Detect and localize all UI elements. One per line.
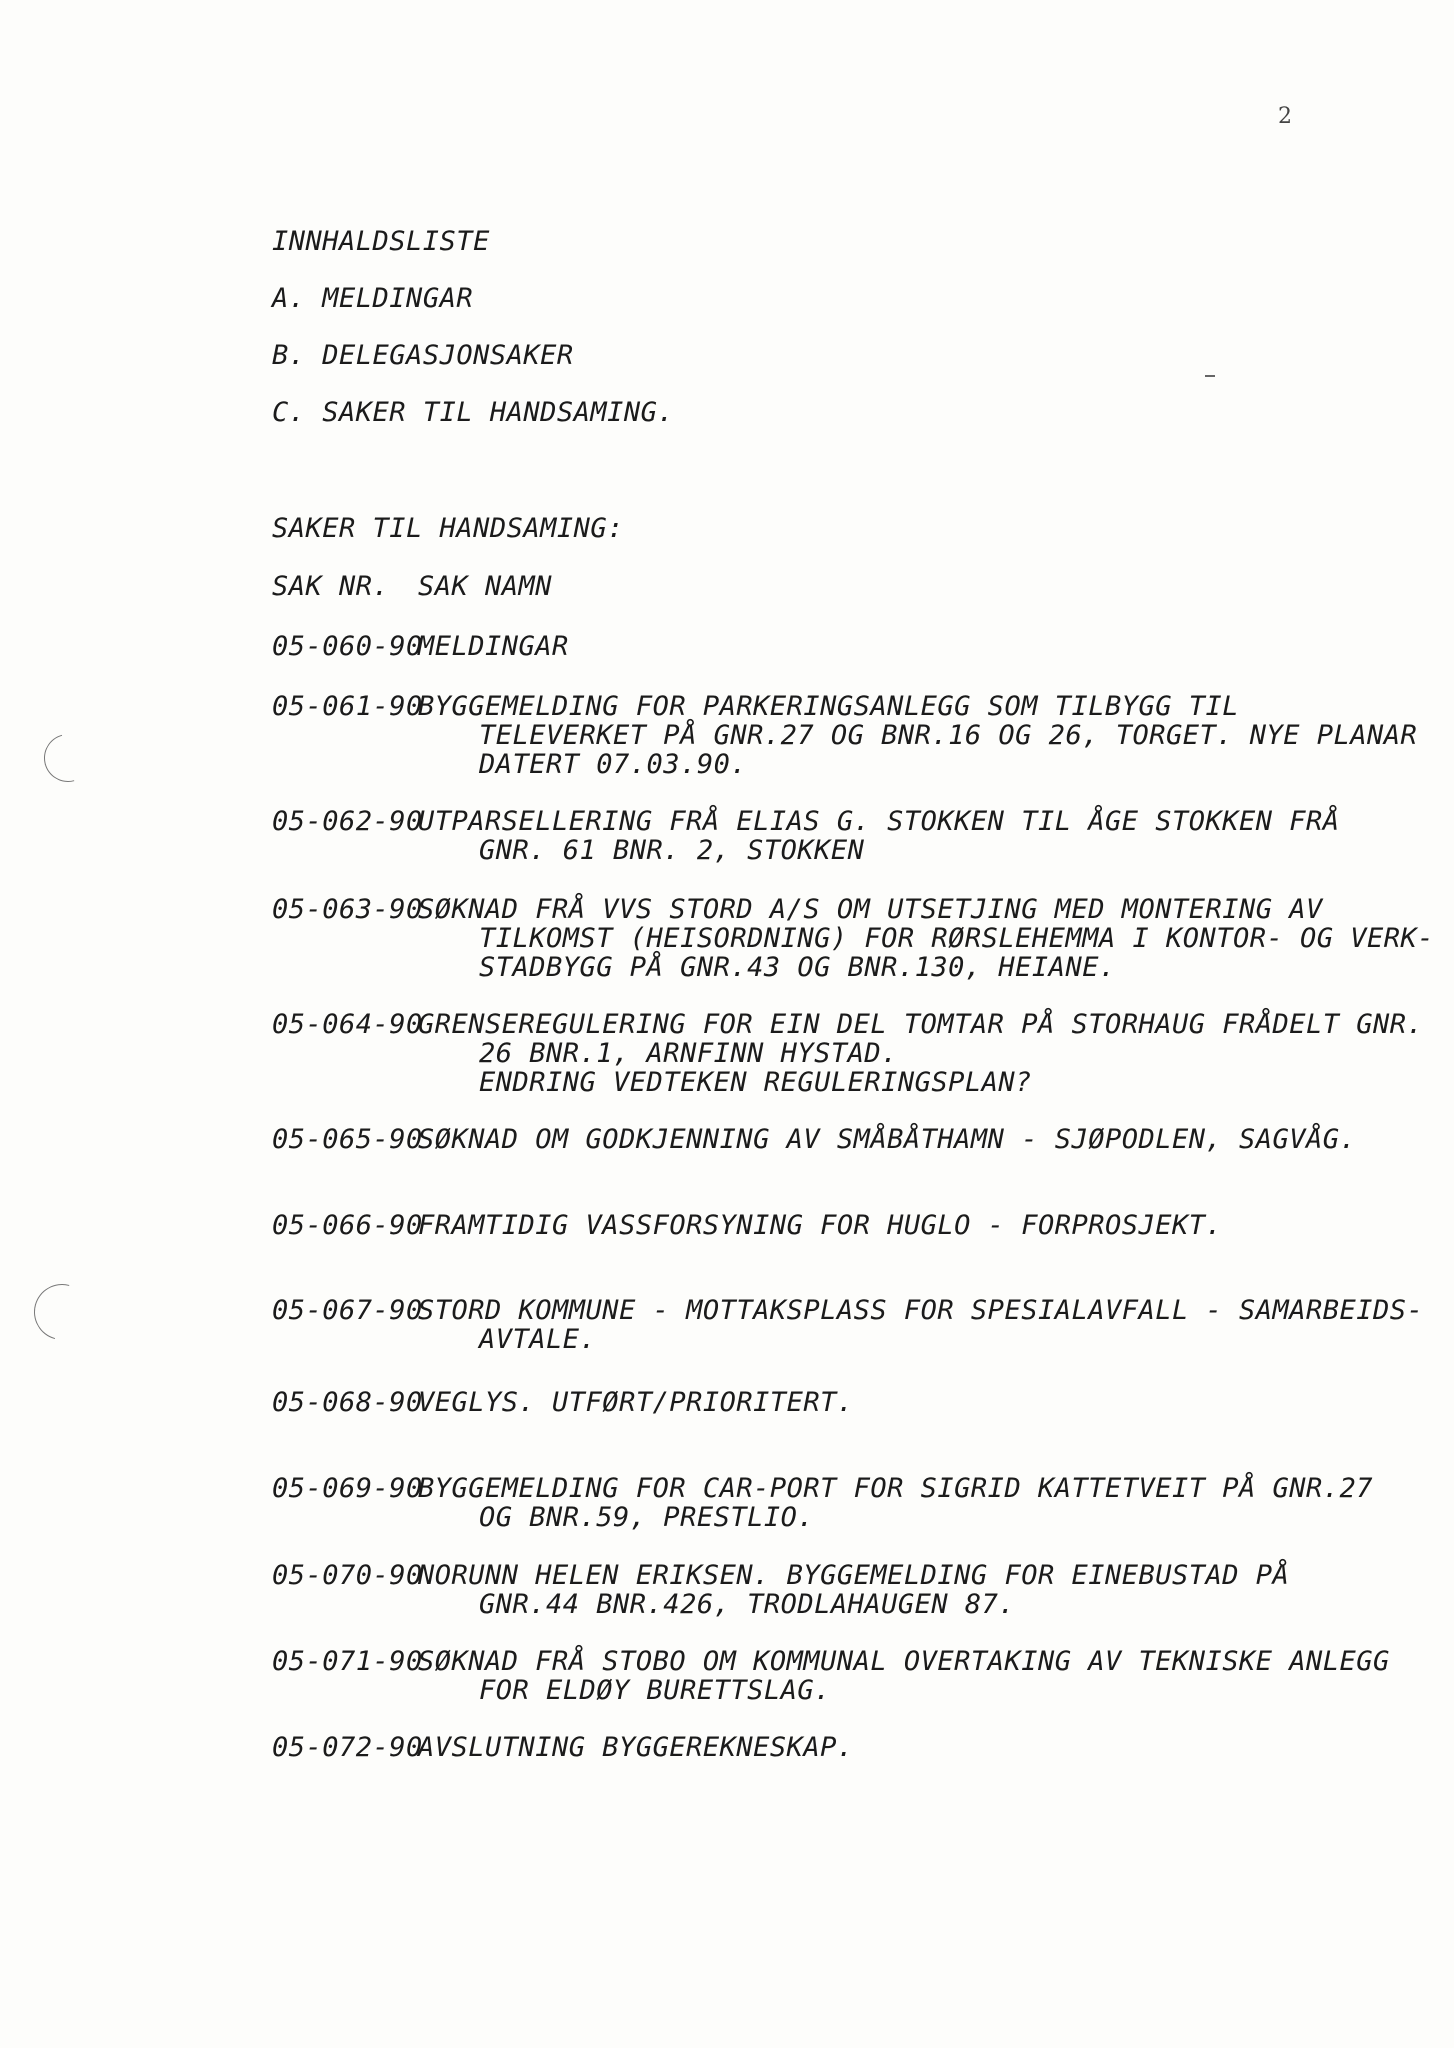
column-header-name: SAK NAMN <box>418 571 553 602</box>
case-text-line: FRAMTIDIG VASSFORSYNING FOR HUGLO - FORPROSJEKT. <box>418 1210 1223 1241</box>
case-text-line: STORD KOMMUNE - MOTTAKSPLASS FOR SPESIALAVFALL - SAMARBEIDS- <box>418 1295 1424 1326</box>
case-number: 05-060-90 <box>272 631 423 662</box>
case-number: 05-067-90 <box>272 1295 423 1326</box>
case-text-line: SØKNAD OM GODKJENNING AV SMÅBÅTHAMN - SJØPODLEN, SAGVÅG. <box>418 1124 1357 1155</box>
toc-item-letter: C. <box>272 397 306 428</box>
section-heading: SAKER TIL HANDSAMING: <box>272 513 624 544</box>
case-number: 05-061-90 <box>272 691 423 722</box>
case-text-line: FOR ELDØY BURETTSLAG. <box>479 1675 831 1706</box>
case-number: 05-069-90 <box>272 1473 423 1504</box>
toc-item-a <box>272 283 473 314</box>
case-text-line: AVTALE. <box>479 1324 597 1355</box>
toc-item-label: MELDINGAR <box>322 283 474 314</box>
case-text-line: DATERT 07.03.90. <box>479 749 748 780</box>
case-text-line: UTPARSELLERING FRÅ ELIAS G. STOKKEN TIL ÅGE STOKKEN FRÅ <box>418 806 1340 837</box>
case-number: 05-063-90 <box>272 894 423 925</box>
case-number: 05-064-90 <box>272 1009 423 1040</box>
case-text-line: TELEVERKET PÅ GNR.27 OG BNR.16 OG 26, TORGET. NYE PLANAR <box>479 720 1418 751</box>
case-text-line: ENDRING VEDTEKEN REGULERINGSPLAN? <box>479 1067 1032 1098</box>
case-text-line: STADBYGG PÅ GNR.43 OG BNR.130, HEIANE. <box>479 952 1116 983</box>
case-text-line: GNR.44 BNR.426, TRODLAHAUGEN 87. <box>479 1589 1016 1620</box>
case-text-line: BYGGEMELDING FOR CAR-PORT FOR SIGRID KATTETVEIT PÅ GNR.27 <box>418 1473 1374 1504</box>
case-text-line: GNR. 61 BNR. 2, STOKKEN <box>479 835 865 866</box>
case-number: 05-072-90 <box>272 1732 423 1763</box>
case-text-line: NORUNN HELEN ERIKSEN. BYGGEMELDING FOR EINEBUSTAD PÅ <box>418 1560 1290 1591</box>
toc-item-label: DELEGASJONSAKER <box>322 340 574 371</box>
toc-title: INNHALDSLISTE <box>272 226 490 257</box>
case-text-line: GRENSEREGULERING FOR EIN DEL TOMTAR PÅ STORHAUG FRÅDELT GNR. <box>418 1009 1424 1040</box>
page-number: 2 <box>1278 104 1292 129</box>
case-number: 05-070-90 <box>272 1560 423 1591</box>
toc-item-letter: A. <box>272 283 306 314</box>
column-header-no: SAK NR. <box>272 571 390 602</box>
case-text-line: SØKNAD FRÅ STOBO OM KOMMUNAL OVERTAKING AV TEKNISKE ANLEGG <box>418 1646 1390 1677</box>
case-number: 05-066-90 <box>272 1210 423 1241</box>
case-text-line: 26 BNR.1, ARNFINN HYSTAD. <box>479 1038 898 1069</box>
margin-mark <box>1205 375 1215 377</box>
toc-item-c <box>272 397 674 428</box>
case-text-line: TILKOMST (HEISORDNING) FOR RØRSLEHEMMA I KONTOR- OG VERK- <box>479 923 1435 954</box>
case-text-line: SØKNAD FRÅ VVS STORD A/S OM UTSETJING MED MONTERING AV <box>418 894 1323 925</box>
punch-hole-mark <box>24 1274 100 1350</box>
toc-item-b <box>272 340 574 371</box>
toc-item-label: SAKER TIL HANDSAMING. <box>322 397 675 428</box>
case-text-line: MELDINGAR <box>418 631 569 662</box>
case-number: 05-071-90 <box>272 1646 423 1677</box>
case-text-line: OG BNR.59, PRESTLIO. <box>479 1502 815 1533</box>
case-number: 05-062-90 <box>272 806 423 837</box>
case-text-line: VEGLYS. UTFØRT/PRIORITERT. <box>418 1387 854 1418</box>
case-number: 05-065-90 <box>272 1124 423 1155</box>
toc-item-letter: B. <box>272 340 306 371</box>
case-text-line: AVSLUTNING BYGGEREKNESKAP. <box>418 1732 854 1763</box>
case-text-line: BYGGEMELDING FOR PARKERINGSANLEGG SOM TILBYGG TIL <box>418 691 1240 722</box>
punch-hole-mark <box>35 725 101 791</box>
case-number: 05-068-90 <box>272 1387 423 1418</box>
